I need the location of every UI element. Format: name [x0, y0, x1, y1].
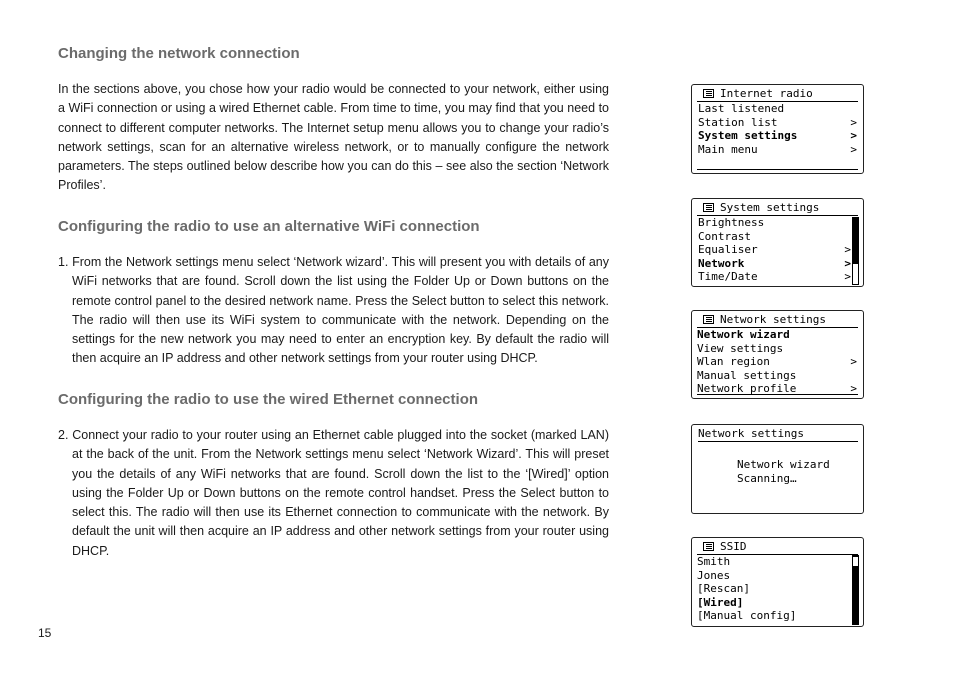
chevron-right-icon: > [844, 256, 851, 270]
menu-item-label: Network profile [697, 382, 797, 395]
ssid-item-manual-config[interactable] [697, 609, 851, 623]
chevron-right-icon: > [844, 243, 851, 256]
step-2-paragraph: 2. Connect your radio to your router using an Ethernet cable plugged into the socket (marked LAN) at the back of the unit. From the Network settings menu select ‘Network Wizard’. This will preset you the details of any WiFi networks that are found. Scroll down the list to the ‘[Wired]’ option using the Folder Up or Down buttons on the remote control handset. Press the Select button to select this. The radio will then use its Ethernet connection to communicate with the network. By default the unit will then acquire an IP address and other network settings from your router using DHCP. [58, 428, 609, 558]
menu-item-time-date[interactable] [698, 270, 851, 284]
ssid-label: [Wired] [697, 595, 744, 609]
chevron-right-icon: > [850, 382, 857, 395]
lcd-screen-system-settings [691, 198, 864, 287]
page-number: 15 [38, 626, 52, 640]
ssid-label: Jones [697, 568, 731, 582]
ssid-label: [Rescan] [697, 582, 750, 595]
menu-list-icon [703, 315, 714, 324]
ssid-item-smith[interactable] [697, 555, 851, 569]
menu-item-label: Equaliser [698, 243, 758, 256]
lcd-divider [697, 394, 858, 395]
lcd-title: Network settings [698, 427, 804, 440]
ssid-label: [Manual config] [697, 609, 797, 622]
message-line-2: Scanning… [737, 472, 797, 485]
menu-item-brightness[interactable] [698, 216, 851, 230]
lcd-title-bar [697, 312, 858, 328]
menu-item-station-list[interactable] [698, 116, 857, 130]
menu-item-label: Last listened [698, 102, 785, 115]
section-heading-changing-network: Changing the network connection [58, 45, 300, 62]
menu-item-manual-settings[interactable] [697, 369, 857, 383]
menu-item-label: Manual settings [697, 368, 797, 382]
menu-item-label: Network wizard [697, 328, 790, 341]
menu-item-label: Wlan region [697, 355, 770, 368]
menu-item-label: Brightness [698, 216, 765, 229]
lcd-screen-network-wizard [691, 424, 864, 514]
scrollbar-thumb[interactable] [853, 557, 858, 566]
scanning-message [737, 458, 830, 486]
lcd-screen-ssid [691, 537, 864, 627]
ssid-label: Smith [697, 555, 731, 568]
chevron-right-icon: > [850, 115, 857, 129]
menu-list-icon [703, 203, 714, 212]
lcd-divider [697, 169, 858, 170]
menu-item-wlan-region[interactable] [697, 355, 857, 369]
menu-item-network-wizard[interactable] [697, 328, 857, 342]
menu-item-view-settings[interactable] [697, 342, 857, 356]
step-1-paragraph: 1. From the Network settings menu select ‘Network wizard’. This will present you with details of any WiFi networks that are found. Scroll down the list using the Folder Up or Down buttons on the remote control panel to the desired network name. Press the Select button to select this network. The radio will then use its WiFi system to communicate with the network. Depending on the settings for the new network you may need to enter an encryption key. By default the radio will then acquire an IP address and other network settings from your router using DHCP. [58, 255, 609, 366]
lcd-title: Network settings [720, 313, 826, 326]
lcd-title-bar [697, 200, 858, 216]
menu-item-main-menu[interactable] [698, 143, 857, 157]
section-heading-alternative-wifi: Configuring the radio to use an alternative WiFi connection [58, 218, 480, 235]
lcd-title-bar [698, 426, 858, 442]
lcd-title: SSID [720, 540, 747, 553]
lcd-title-bar [697, 86, 858, 102]
scrollbar[interactable] [852, 555, 859, 625]
ssid-item-jones[interactable] [697, 569, 851, 583]
ssid-item-wired[interactable] [697, 596, 851, 610]
menu-list-icon [703, 542, 714, 551]
menu-item-label: System settings [698, 129, 798, 142]
chevron-right-icon: > [850, 355, 857, 368]
chevron-right-icon: > [844, 270, 851, 283]
ssid-item-rescan[interactable] [697, 582, 851, 596]
menu-item-last-listened[interactable] [698, 102, 857, 116]
lcd-title-bar [697, 539, 858, 555]
lcd-screen-internet-radio [691, 84, 864, 174]
scrollbar[interactable] [852, 217, 859, 285]
menu-item-contrast[interactable] [698, 230, 851, 244]
menu-item-label: Contrast [698, 229, 751, 243]
section-heading-wired-ethernet: Configuring the radio to use the wired Ethernet connection [58, 391, 479, 408]
menu-item-label: View settings [697, 341, 784, 355]
lcd-title: Internet radio [720, 87, 813, 100]
chevron-right-icon: > [850, 129, 857, 142]
menu-item-network[interactable] [698, 257, 851, 271]
scrollbar-thumb[interactable] [853, 264, 858, 284]
menu-item-label: Station list [698, 115, 778, 129]
intro-paragraph: In the sections above, you chose how your radio would be connected to your network, either using a WiFi connection or using a wired Ethernet cable. From time to time, you may find that you need to connect to different computer networks. The Internet setup menu allows you to change your radio’s network settings, scan for an alternative wireless network, or to manually configure the network parameters. The steps outlined below describe how you can do this – see also the section ‘Network Profiles’. [58, 82, 609, 193]
message-line-1: Network wizard [737, 458, 830, 471]
menu-list-icon [703, 89, 714, 98]
menu-item-label: Time/Date [698, 270, 758, 283]
menu-item-system-settings[interactable] [698, 129, 857, 143]
chevron-right-icon: > [850, 142, 857, 156]
menu-item-label: Network [698, 256, 745, 270]
lcd-title: System settings [720, 201, 820, 214]
menu-item-equaliser[interactable] [698, 243, 851, 257]
menu-item-label: Main menu [698, 142, 758, 156]
lcd-screen-network-settings [691, 310, 864, 399]
